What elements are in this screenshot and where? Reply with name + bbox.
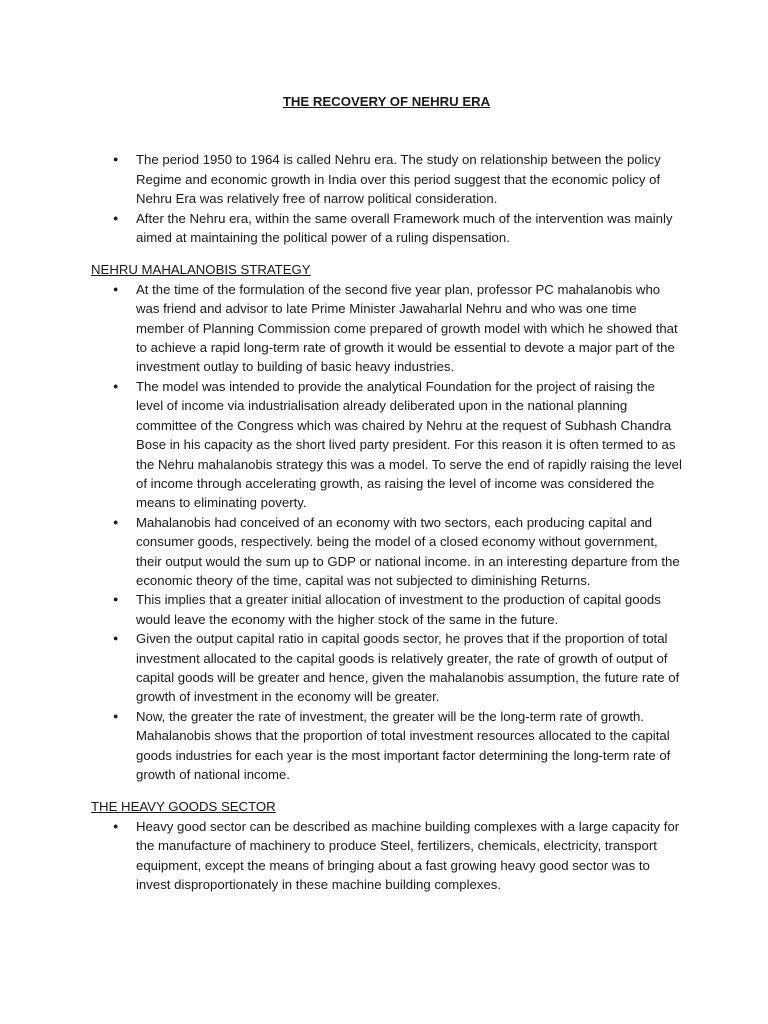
mahalanobis-bullet-list [91, 280, 682, 785]
list-item: ● The period 1950 to 1964 is called Nehru era. The study on relationship between the policy Regime and economic growth in India over this period suggest that the economic policy of Nehru Era was relatively free of narrow political consideration. [91, 150, 682, 208]
document-title: THE RECOVERY OF NEHRU ERA [282, 94, 491, 109]
list-item: ● After the Nehru era, within the same overall Framework much of the intervention was mainly aimed at maintaining the political power of a ruling dispensation. [91, 209, 682, 248]
list-item: ● Now, the greater the rate of investment, the greater will be the long-term rate of growth. Mahalanobis shows that the proportion of total investment resources allocated to the capital goods industries for each year is the most important factor determining the long-term rate of growth of national income. [91, 707, 682, 785]
list-item: ● The model was intended to provide the analytical Foundation for the project of raising the level of income via industrialisation already deliberated upon in the national planning committee of the Congress which was chaired by Nehru at the request of Subhash Chandra Bose in his capacity as the short lived party president. For this reason it is often termed to as the Nehru mahalanobis strategy this was a model. To serve the end of rapidly raising the level of income through accelerating growth, as raising the level of income was considered the means to eliminating poverty. [91, 377, 682, 513]
list-item: ● Heavy good sector can be described as machine building complexes with a large capacity for the manufacture of machinery to produce Steel, fertilizers, chemicals, electricity, transport equipment, except the means of bringing about a fast growing heavy good sector was to invest disproportionately in these machine building complexes. [91, 817, 682, 895]
list-item: ● At the time of the formulation of the second five year plan, professor PC mahalanobis who was friend and advisor to late Prime Minister Jawaharlal Nehru and who was one time member of Planning Commission come prepared of growth model with which he showed that to achieve a rapid long-term rate of growth it would be essential to devote a major part of the investment outlay to building of basic heavy industries. [91, 280, 682, 377]
list-item: ● This implies that a greater initial allocation of investment to the production of capital goods would leave the economy with the higher stock of the same in the future. [91, 590, 682, 629]
section-heading-mahalanobis-strategy: NEHRU MAHALANOBIS STRATEGY [91, 262, 311, 278]
list-item: ● Mahalanobis had conceived of an economy with two sectors, each producing capital and consumer goods, respectively. being the model of a closed economy without government, their output would the sum up to GDP or national income. in an interesting departure from the economic theory of the time, capital was not subjected to diminishing Returns. [91, 513, 682, 591]
heavy-goods-bullet-list [91, 817, 682, 895]
section-heading-heavy-goods-sector: THE HEAVY GOODS SECTOR [91, 799, 276, 815]
list-item: ● Given the output capital ratio in capital goods sector, he proves that if the proportion of total investment allocated to the capital goods is relatively greater, the rate of growth of output of capital goods will be greater and hence, given the mahalanobis assumption, the future rate of growth of investment in the economy will be greater. [91, 629, 682, 707]
intro-bullet-list [91, 150, 682, 247]
